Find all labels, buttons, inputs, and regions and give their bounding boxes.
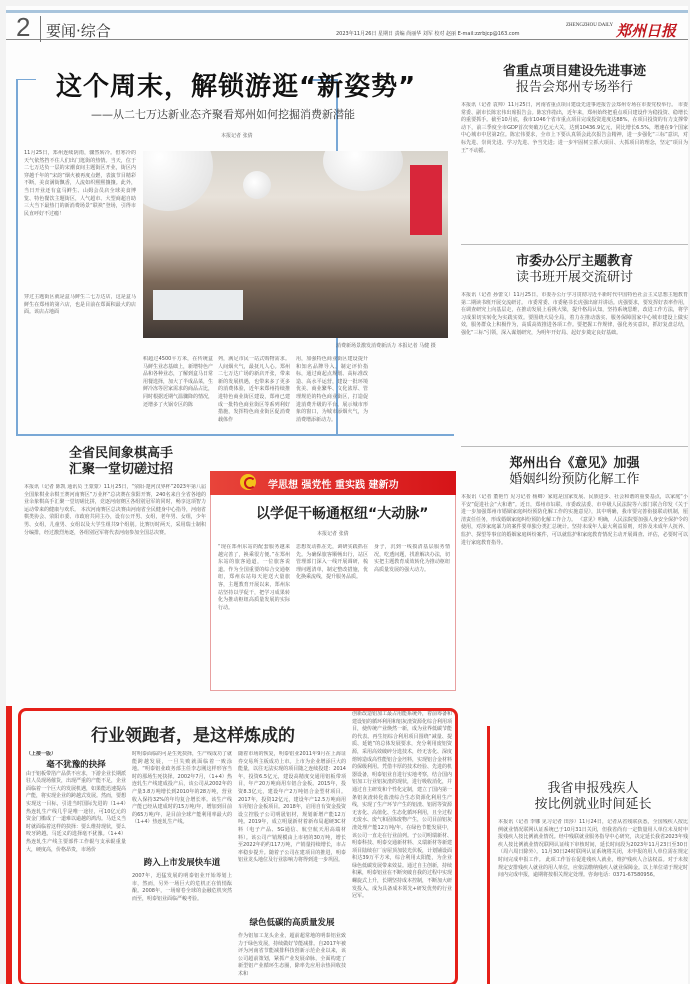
party-byline: 本报记者 张倩 xyxy=(317,531,349,537)
story-lead: 本报讯（记者 李娜 见习记者 田莎）11月24日，记者从省残联获悉，全国残疾人按比例就业情况联网认证系统已于10月31日关闭，但我省尚有一定数量用人单位未及时申报残疾人按比例就业情况。经中残联就业服务指导中心研究，决定延长我省2023年残疾人按比例就业情况联网认证线下审核时间，延长时间段为2023年11月23日至30日（周六周日除外）。11月30日24时联网认证系统将关闭，未申报的用人单位需在规定时间完成申报工作。 xyxy=(498,819,688,863)
feature-subhead: 毫不犹豫的抉择 xyxy=(46,759,106,770)
photo-caption: 消费新场景激发消费新活力 本报记者 马健 摄 xyxy=(336,343,436,349)
story-headline: 报告会郑州专场举行 xyxy=(515,80,633,95)
story-text: 《意见》明确，人民法院要加强人身安全保护令的使用，对涉家庭暴力的案件要单独分类汇总统计。坚持未成年人最大利益原则，对涉及未成年人抚养、监护、探望等事宜的婚姻家庭纠纷案件，可以就监护和家庭教育情况主动开展调查、评估，必要时可以进行家庭教育指导。 xyxy=(461,516,688,546)
feature-col-3 xyxy=(238,751,346,979)
story-headline: 郑州出台《意见》加强 xyxy=(509,456,640,471)
banner-slogan: 学思想 强党性 重实践 建新功 xyxy=(268,480,399,491)
lead-frame-bottom xyxy=(16,434,454,436)
feature-text: 由于铝板带箔产品供不应求，下游企业长期派驻人员现场催货，出现严重的产能不足，企业面临着一个巨大的发展机遇，如果能迅速提高产能，将实现企业的跨越式发展。然而，要想实现这一目标，引进当时国际先进的（1+4）热连轧生产线几乎是唯一途径，可10亿元的资金门槛成了一道难以逾越的鸿沟。马廷义当时就面临着这样的抉择：要么维持现状，要么咬牙跨越。马廷义的选择毫不犹豫。（1+4）热连轧生产线主要部件工作辊与支承辊重量大，硬度高，价格昂贵，市场价 xyxy=(26,770,126,853)
chess-lead: 本报讯（记者 陈凯 通讯员 王蒙蒙）11月25日，“荥阳·楚河汉界杯”2023年第八届全国象棋业余棋王赛河南赛区”万业杯”总决赛在荥阳开赛，240名来自全省各地的业余象棋高手汇聚一堂切磋比拼，竞逐河南赛区各组别冠军的同时，畅享这项智力运动带来的健康与欢乐。 xyxy=(24,484,206,513)
lead-col-2: 积超过4500平方米，在传统盒马鲜生业态基础上，新增特色产品和各种业态，了解到盒马日常用餐选择，加大了半成品菜，生鲜冷冻等居家需求的商品占比，同时根据近期气温骤降的情况，还增多了火锅专区的陈 xyxy=(143,356,213,408)
story-text: 市委常委、市委秘书长虎强出席并讲话。虎强要求，要发挥好表率作用，在调查研究上向基层走，在推动发展上看挑大梁，提升格局认知，坚持系统思维，改进工作方法，将学习成果切实转化为实践实效。要围绕大局全局，着力在推动落实、服务保障国家中心城市建设上做实效，服务群众上积极作为，高质高效推进各项工作。要把握工作规律，强化务实意识，抓好复盘总结，强化“三标”引领，深入谋划研究，为明年开好局、起好步奠定良好基础。 xyxy=(461,299,688,336)
story-headline: 市委办公厅主题教育 xyxy=(515,254,633,269)
party-col-1: “现在郑州东站的配套服务越来越完善了，换乘很方便。”在郑州东站的旅客通道，一位旅客说道。作为全国重要的综合交通枢纽，郑州东站每天迎送大量旅客，主题教育开展以来，郑州东站坚持以学促干，把学习成果转化为推动枢纽高质量发展的实际行动。 xyxy=(218,544,290,611)
story-marriage-dispute xyxy=(461,456,688,762)
story-project-report xyxy=(461,64,688,242)
story-headline: 我省申报残疾人 xyxy=(547,781,639,796)
feature-col-4: 创新改造铝加工最占用能系统外，着前筹备和建设铝的循环利用和铝灰渣资源化综合利用项目，使传统产业焕然一新，成为业界低碳节能的代表。再生铝综合利用项目围绕“减量、提质、延链”的总体发展要求，充分利用废铝资源，采用高效破碎分选技术，经无害化、深度熔铸造成高性能铝合金坯料，实现铝合金材料的保级利用。凭借丰厚的技术经验、先进的机器设备，明泰铝业自进行实地考察，结合国内铝加工行业铝灰渣的现状，进行吸收消化，并通过自主研发和个性化定制，建立了国内第一条铝灰渣转化盐渣综合生态资源化利用生产线，实现了生产环节产生的铝渣、铝屑等资源无害化、高值化、生态化循环利用，且全过程无废水、废气和固体废物产生，公司目前铝灰渣处理产能12万吨/年。在绿色节能发展中，该公司一直走在行业前列。子公司明瑞新材、明泰科技、明泰交通新材料、义瑞新材等新建项目陆续在厂房屋顶加装光伏板，计划铺设面积达39万平方米，综合利用太阳能，为企业绿色低碳发展带来效益。通过自主创新，持续积累，明泰铝业在不断突破自我的过程中实现螺旋式上升，长期坚持成本控制，不断加大研发投入，成为具备成本领先+研发优势的行业冠军。 xyxy=(352,711,452,900)
story-divider xyxy=(461,446,688,447)
story-body xyxy=(461,494,688,762)
story-text: 市委常委、副市长陈宏伟出席报告会。陈宏伟指出，近年来，郑州始终把重点项目建设作为稳投资、稳增长的重要抓手。截至10月底，我市1046个省市重点项目完成投资进度达88%，在项目投资的有力支撑带动下，前三季度全市GDP首次突破万亿元大关，达到10436.9亿元，同比增长6.5%，增速在9个国家中心城市中居第2位。陈宏伟要求，全市上下要认真领会此次报告会精神，进一步强化“三标”意识，对标先进、崇尚先进、学习先进、争当先进；进一步牢固树立抓大项目、大抓项目的理念，坚定“项目为王”不动摇。 xyxy=(461,102,688,154)
masthead-divider xyxy=(40,16,41,42)
top-rule xyxy=(6,10,688,13)
lamp-decoration xyxy=(243,171,271,199)
lead-byline: 本报记者 张倩 xyxy=(221,133,253,139)
lead-col-4: 用，加强特色商业街区建设提升和知名品牌导入，制定评价指标，通过商起点规划、高标准改造、高水平运营，建设一批环境优美、商业繁华、文化浓厚、管理规范的特色商业街区，打造促进消费升级的平台、展示城市形象的窗口，为城市添烟火气，为消费增添新动力。 xyxy=(296,356,368,423)
feature-headline: 行业领跑者，是这样炼成的 xyxy=(91,726,295,746)
story-divider xyxy=(461,244,688,245)
page-number: 2 xyxy=(16,12,31,42)
shop-sign xyxy=(410,165,442,235)
story-body xyxy=(498,819,688,979)
story-text: 此项工作旨在促进残疾人就业，维护残疾人合法权益。对于未按规定安排残疾人就业的用人单位，应依法缴纳残疾人就业保障金。以上单位请于规定时间内完成申报，逾期将按相关规定处理。咨询电话：0371-67580956。 xyxy=(498,856,688,879)
chess-headline-line1: 全省民间象棋高手 xyxy=(68,446,173,461)
party-headline: 以学促干畅通枢纽“大动脉” xyxy=(256,506,429,522)
story-headline: 按比例就业时间延长 xyxy=(534,797,652,812)
story-body xyxy=(461,102,688,242)
story-headline: 省重点项目建设先进事迹 xyxy=(502,64,646,79)
story-headline: 读书班开展交流研讨 xyxy=(515,270,633,285)
chess-body xyxy=(24,484,206,694)
story-body xyxy=(461,292,688,442)
feature-col-1 xyxy=(26,751,126,979)
chess-headline-line2: 汇聚一堂切磋过招 xyxy=(68,462,173,477)
newspaper-logo: 郑州日报 xyxy=(616,22,677,40)
feature-subhead: 跨入上市发展快车道 xyxy=(143,858,221,868)
feature-subhead: 绿色低碳的高质量发展 xyxy=(249,918,335,928)
lead-col-1b: 穿过主题街区就是盒马鲜生二七万达店，这是盒马鲜生在郑州的第六店，也是目前在郑面积最大的店面。该店占地面 xyxy=(24,294,136,316)
party-emblem-icon xyxy=(240,474,256,490)
feature-col-2 xyxy=(132,751,232,979)
feature-red-rule xyxy=(6,706,12,984)
story-lead: 本报讯（记者 董艳竹 见习记者 杨卿）家庭是国家发展、民族进步、社会和谐的重要基点，以家庭“小平安”促进社会“大和谐”。近日，郑州市妇联、市委政法委、市中级人民法院等六部门联合印发《关于进一步加强郑州市婚姻家庭纠纷预防化解工作的实施意见》，其中明确，我市要完善衔接联动机制，厘清责任任务，形成婚姻家庭纠纷预防化解工作合力。 xyxy=(461,494,688,523)
story-headline: 婚姻纠纷预防化解工作 xyxy=(509,472,640,487)
feature-text: 2007年，迅猛发展的明泰铝业开始筹划上市，然而，另外一场巨大的危机正在悄悄酝酿。2008年，一场席卷全球的金融危机突然而至，明泰铝业面临严峻考验。 xyxy=(132,873,232,902)
story-lead: 本报讯（记者 孙蕾文）11月25日，市委办公厅学习贯彻习近平新时代中国特色社会主义思想主题教育第二期读书班开展交流研讨。 xyxy=(461,292,688,306)
newspaper-page xyxy=(6,6,688,984)
section-title: 要闻·综合 xyxy=(46,22,111,40)
story-lead: 本报讯（记者 袁帅）11月25日，河南省重点项目建设先进事迹报告会郑州专场在市委党校举行。 xyxy=(461,102,677,108)
chess-headline xyxy=(36,446,206,478)
counter xyxy=(153,290,243,320)
story-disabled-employment xyxy=(498,781,688,979)
lead-headline: 这个周末，解锁游逛“新姿势” xyxy=(56,72,417,102)
feature-text: 作为铝加工龙头企业，超前超常地的明泰铝业致力于绿色发展，持续做好节能减排。自2017年被评为河南省节能减排科技创新示范企业以来，该公司超前策划，紧抓产业发展命脉，全面构建了新型铝产业循环生态圈，除率先应用余热回收技术和 xyxy=(238,933,346,977)
lead-frame-top-left xyxy=(16,79,36,80)
lead-subheadline: ——从二七万达新业态齐聚看郑州如何挖掘消费新潜能 xyxy=(91,108,355,121)
english-name: ZHENGZHOU DAILY xyxy=(566,23,614,28)
lead-frame-left xyxy=(16,79,18,434)
lamp-decoration xyxy=(323,151,403,191)
lead-col-3: 列，满足市民一站式购物需求。人间烟火气，最抚凡人心。郑州二七万达广场的新店开张，带来新的发展机遇，也带来多了更多的消费体验，近年来郑州持续推进特色商业街区建设，郑州已建成一批特色商业街区等系列利好措施，发挥特色商业街区促消费载体作 xyxy=(218,356,290,423)
red-rule xyxy=(487,726,490,984)
lead-col-1: 11月25日，郑州连续阴雨，骤然转冷。但寒冷的天气依然挡不住人们出门逛街的热情。当天，位于二七万达负一层的宋潮食间主题街区开业，街区内穿越千年的“宋韵”烟火被再度点燃，表演节目精彩不断，美食满街飘香，人流如织熙熙攘攘。此外，当日开业还有盒马鲜生、山姆会员店全球美食博览、特色餐饮主题街区，人气超市、大型商超自助三大当下最热门的新消费场景“联袂”登场，引得市民直呼好不过瘾！ xyxy=(24,150,136,217)
lead-photo xyxy=(143,151,448,338)
continued-label: （上接一版） xyxy=(26,751,57,757)
dateline: 2023年11月26日 星期日 责编 尚丽华 刘军 校对 赵丽 E-mail:zzrbjcp@163.com xyxy=(336,31,520,37)
feature-text: 时明泰面临的可是生死抉择，生产线成功了就能跨越发展，一旦失败就面临着一败涂地。“明泰铝业政务部主任李志刚这样形容当时的那场生死抉择。2002年7月，（1+4）热连轧生产线建成投产后，该公司从2002年的产量3.8万吨增长到2010年的28万吨，营业收入保持32%的年均复合增长率。该生产线产能已经从建成时的15万吨/年，增加到目前的65万吨/年，是目前全球产能利用率最大的（1+4）热连轧生产线。 xyxy=(132,751,232,826)
story-reading-class xyxy=(461,254,688,442)
lamp-decoration xyxy=(143,151,213,211)
feature-text: 随着市场的恢复，明泰铝业2011年9月在上海证券交易所主板成功上市。上市为企业增添巨大的能量，以往无法实现的项目随之连续投建：2014年，投资6.5亿元，建设高精度交通用铝板带项目，年产20万吨商用车铝合金板。2015年，投资8.3亿元，建设年产2万吨铝合金型材项目。2017年，投资12亿元，建设年产12.5万吨商用车用铝合金板项目。2018年，启用自有资金投资设立控股子公司明晟铝材，规划新增产能12万吨。2019年，成立明晟新材着新布局超硬3C材料（电子产品、5G通信、航空航天用高端材料）。该公司产销规模由上市初的30万吨，增长至2022年的约117万吨，产销量持续增长，市占率稳步提升。随着子公司在建项目的推进，明泰铝业龙头地位及行业影响力将得到进一步巩固。 xyxy=(238,751,346,864)
party-col-2: 思想发动抓在先，调研实践抓在先。为确保旅客顺畅出行，站区管理部门深入一线开展调研，梳理问题清单，制定整改措施，优化换乘流线，提升服务品质。 xyxy=(296,544,368,581)
masthead xyxy=(6,14,688,40)
party-col-3: 身子，沉到一线摸清基层服务情况，吃透问题，找准解决办法，切实把主题教育成效转化为推动枢纽高质量发展的强大动力。 xyxy=(374,544,450,573)
chess-text: 本次河南赛区总决赛由河南省全民健身中心指导，河南省棋类协会、荥阳市委、市政府共同主办，设有公开男、女组，老年男、女组，少年男、女组，儿童男、女组以及大学生组共9个组别。比赛历时两天，采用瑞士制积分编排，经过激烈角逐，各组别冠军将代表河南参加全国总决赛。 xyxy=(24,506,206,536)
